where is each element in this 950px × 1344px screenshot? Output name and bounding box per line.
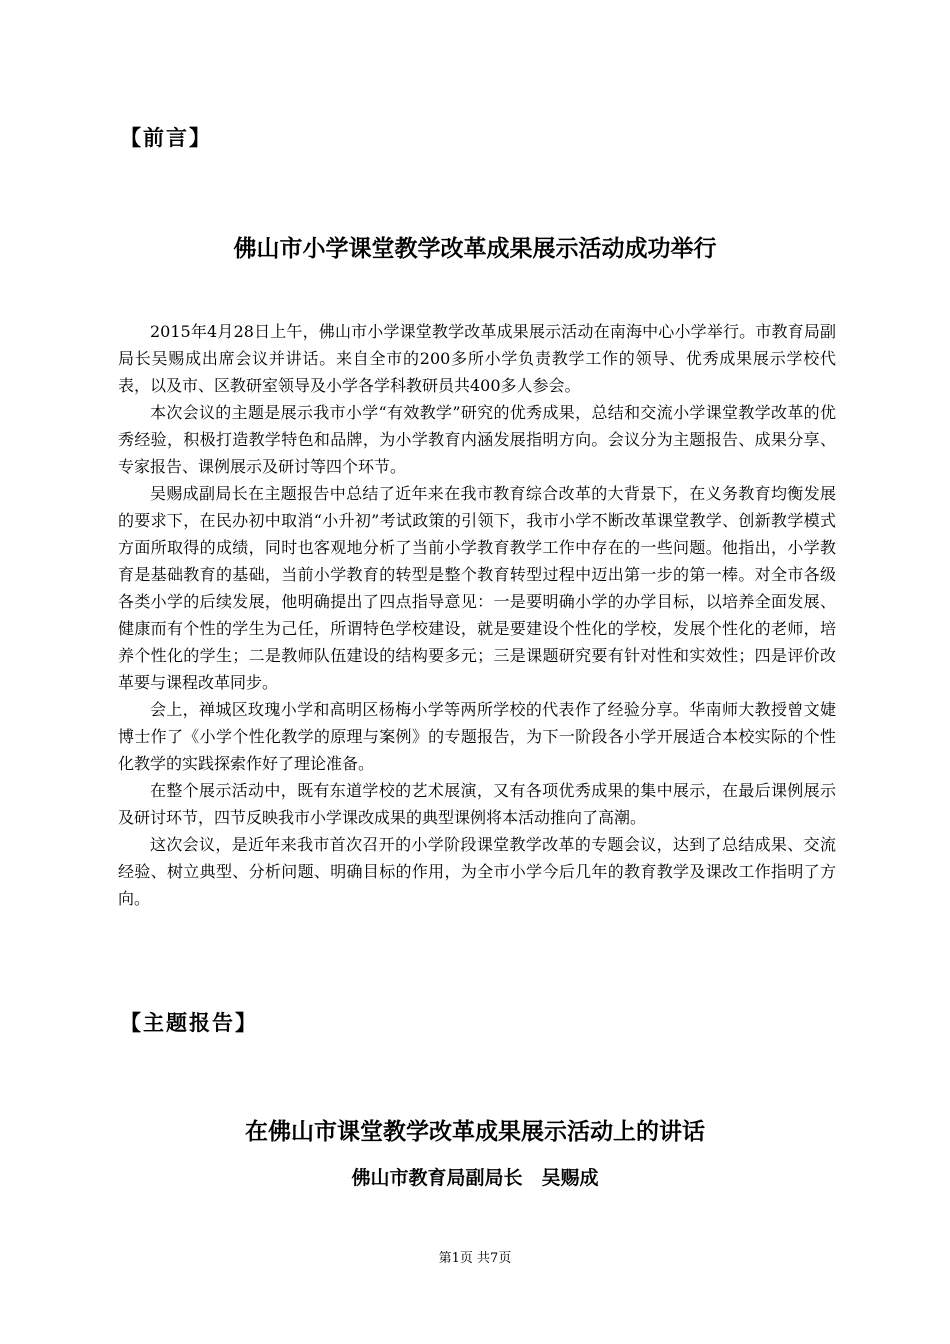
paragraph: 在整个展示活动中，既有东道学校的艺术展演，又有各项优秀成果的集中展示，在最后课例展示及研讨环节，四节反映我市小学课改成果的典型课例将本活动推向了高潮。: [118, 781, 836, 827]
preface-label: 【前言】: [120, 126, 212, 150]
keynote-label: 【主题报告】: [120, 1011, 258, 1035]
preface-title: 佛山市小学课堂教学改革成果展示活动成功举行: [233, 236, 717, 262]
paragraph: 2015年4月28日上午，佛山市小学课堂教学改革成果展示活动在南海中心小学举行。市教育局副局长吴赐成出席会议并讲话。来自全市的200多所小学负责教学工作的领导、优秀成果展示学校代表，以及市、区教研室领导及小学各学科教研员共400多人参会。: [118, 322, 836, 395]
paragraph: 吴赐成副局长在主题报告中总结了近年来在我市教育综合改革的大背景下，在义务教育均衡发展的要求下，在民办初中取消“小升初”考试政策的引领下，我市小学不断改革课堂教学、创新教学模式方面所取得的成绩，同时也客观地分析了当前小学教育教学工作中存在的一些问题。他指出，小学教育是基础教育的基础，当前小学教育的转型是整个教育转型过程中迈出第一步的第一棒。对全市各级各类小学的后续发展，他明确提出了四点指导意见：一是要明确小学的办学目标，以培养全面发展、健康而有个性的学生为己任，所谓特色学校建设，就是要建设个性化的学校，发展个性化的老师，培养个性化的学生；二是教师队伍建设的结构要多元；三是课题研究要有针对性和实效性；四是评价改革要与课程改革同步。: [118, 484, 836, 692]
paragraph: 会上，禅城区玫瑰小学和高明区杨梅小学等两所学校的代表作了经验分享。华南师大教授曾文婕博士作了《小学个性化教学的原理与案例》的专题报告，为下一阶段各小学开展适合本校实际的个性化教学的实践探索作好了理论准备。: [118, 700, 836, 773]
paragraph: 本次会议的主题是展示我市小学“有效教学”研究的优秀成果，总结和交流小学课堂教学改革的优秀经验，积极打造教学特色和品牌，为小学教育内涵发展指明方向。会议分为主题报告、成果分享、专家报告、课例展示及研讨等四个环节。: [118, 403, 836, 476]
keynote-author: 佛山市教育局副局长 吴赐成: [351, 1167, 599, 1189]
paragraph: 这次会议，是近年来我市首次召开的小学阶段课堂教学改革的专题会议，达到了总结成果、交流经验、树立典型、分析问题、明确目标的作用，为全市小学今后几年的教育教学及课改工作指明了方向。: [118, 835, 836, 908]
keynote-title: 在佛山市课堂教学改革成果展示活动上的讲话: [245, 1119, 705, 1145]
preface-body: [118, 318, 836, 912]
page-footer: 第1页 共7页: [438, 1251, 512, 1266]
